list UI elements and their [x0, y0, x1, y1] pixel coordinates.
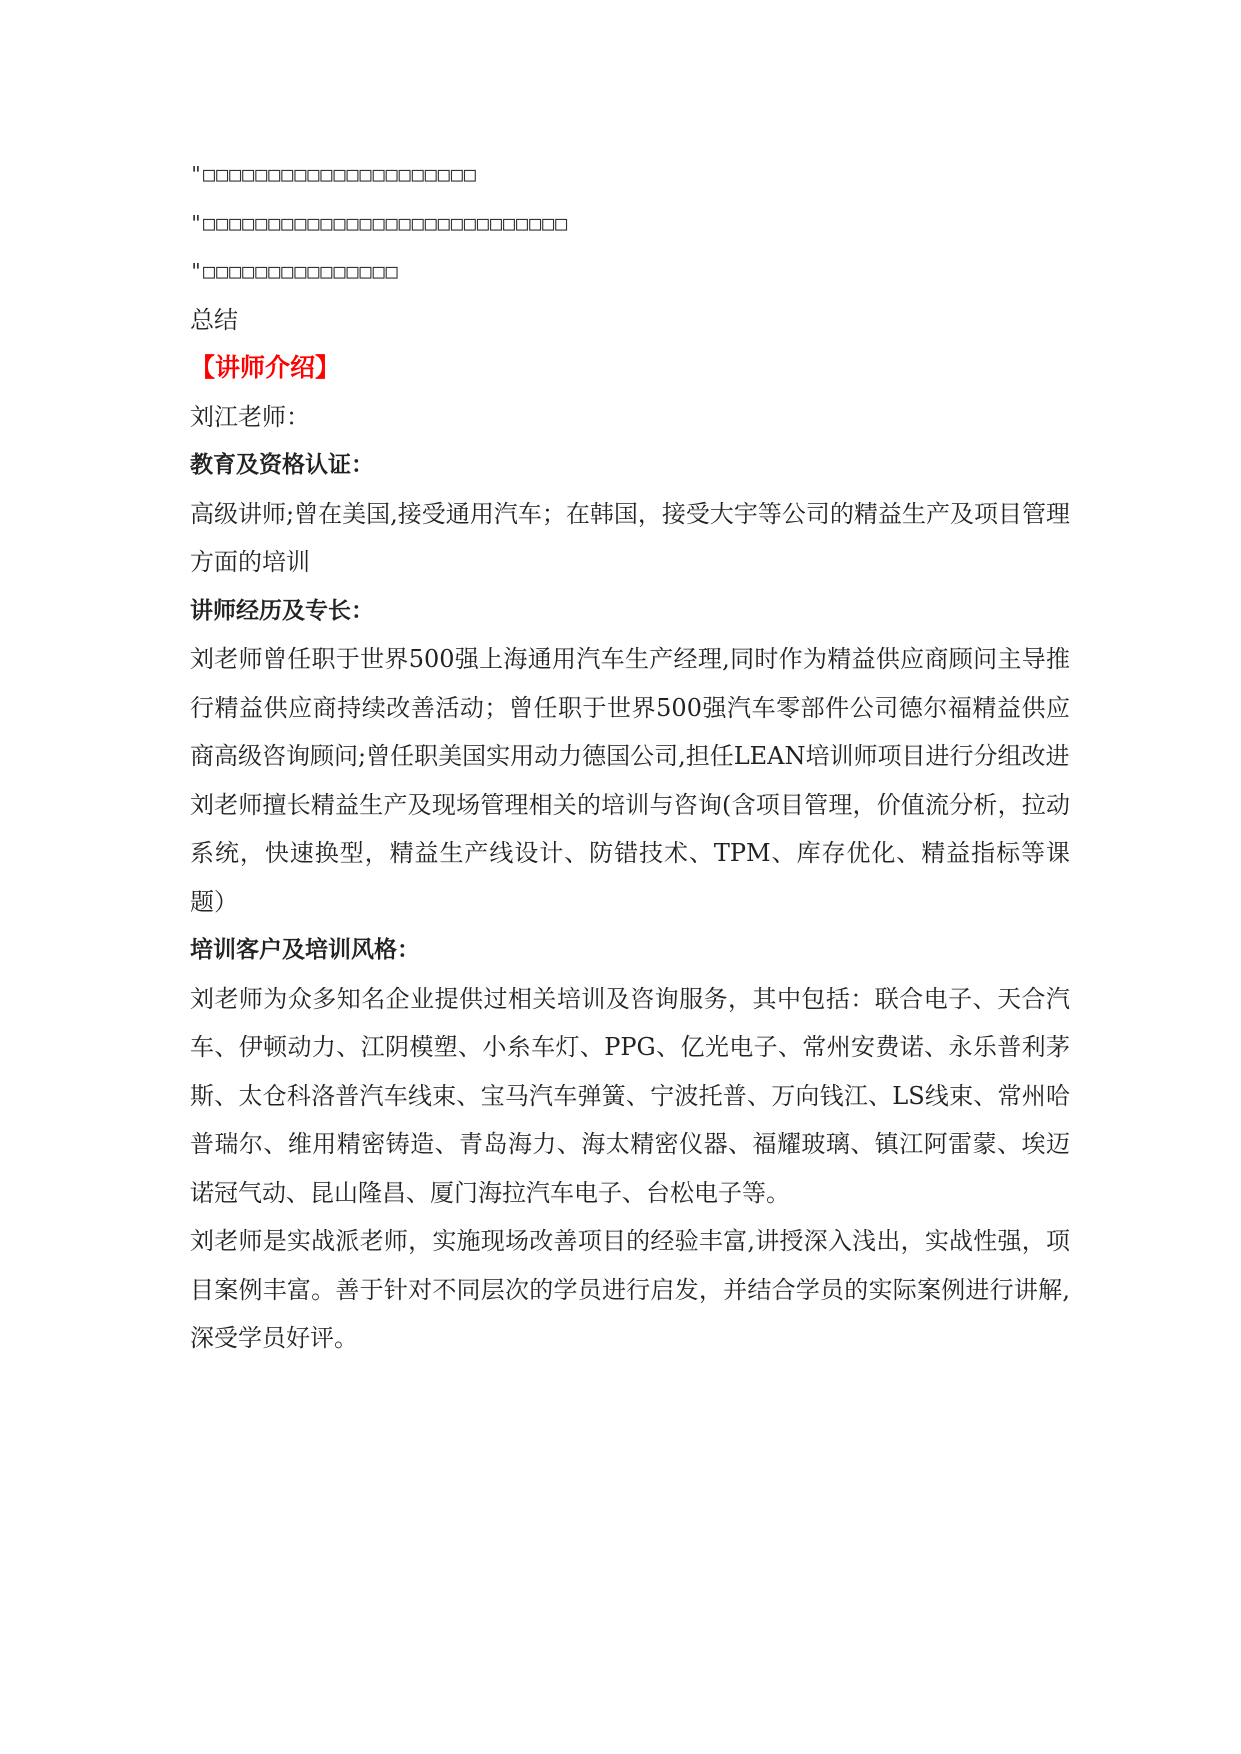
outline-item-2: "□□□□□□□□□□□□□□□□□□□□□□□□□□□□ [190, 210, 569, 235]
education-text: 高级讲师;曾在美国,接受通用汽车；在韩国，接受大宇等公司的精益生产及项目管理方面的培训 [190, 499, 1070, 576]
experience-text-1: 刘老师曾任职于世界500强上海通用汽车生产经理,同时作为精益供应商顾问主导推行精益供应商持续改善活动；曾任职于世界500强汽车零部件公司德尔福精益供应商高级咨询顾问;曾任职美国实用动力德国公司,担任LEAN培训师项目进行分组改进 [190, 645, 1070, 770]
clients-heading: 培训客户及培训风格： [190, 937, 420, 963]
summary-label: 总结 [190, 305, 238, 334]
experience-text-2: 刘老师擅长精益生产及现场管理相关的培训与咨询(含项目管理，价值流分析，拉动系统，快速换型，精益生产线设计、防错技术、TPM、库存优化、精益指标等课题） [190, 790, 1070, 916]
clients-text-2: 刘老师是实战派老师，实施现场改善项目的经验丰富,讲授深入浅出，实战性强，项目案例丰富。善于针对不同层次的学员进行启发，并结合学员的实际案例进行讲解,深受学员好评。 [190, 1227, 1070, 1352]
clients-text-1: 刘老师为众多知名企业提供过相关培训及咨询服务，其中包括：联合电子、天合汽车、伊顿动力、江阴模塑、小糸车灯、PPG、亿光电子、常州安费诺、永乐普利茅斯、太仓科洛普汽车线束、宝马汽车弹簧、宁波托普、万向钱江、LS线束、常州哈普瑞尔、维用精密铸造、青岛海力、海太精密仪器、福耀玻璃、镇江阿雷蒙、埃迈诺冠气动、昆山隆昌、厦门海拉汽车电子、台松电子等。 [190, 984, 1070, 1207]
instructor-name: 刘江老师： [190, 402, 310, 431]
outline-item-3: "□□□□□□□□□□□□□□□ [190, 259, 399, 283]
experience-heading: 讲师经历及专长： [190, 597, 374, 624]
outline-item-1: "□□□□□□□□□□□□□□□□□□□□□ [190, 162, 477, 186]
instructor-section-title: 【讲师介绍】 [190, 353, 341, 382]
document-body [190, 150, 1070, 1363]
education-heading: 教育及资格认证： [190, 452, 374, 478]
